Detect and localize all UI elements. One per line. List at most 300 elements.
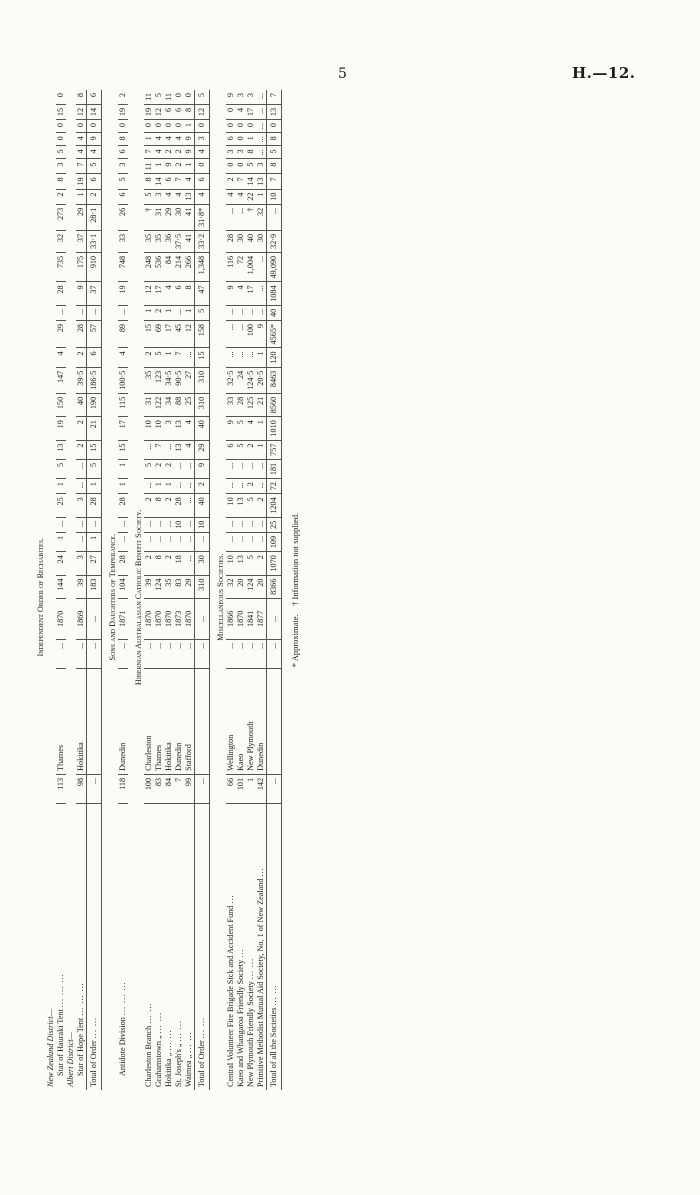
value-cell: 11: [144, 159, 154, 174]
value-cell: 9: [184, 133, 195, 146]
value-cell: ...: [236, 305, 246, 320]
value-cell: 6: [195, 174, 210, 189]
value-cell: 6: [174, 104, 184, 119]
society-name-cell: [195, 803, 210, 1090]
society-name: St. Joseph's „: [174, 1043, 183, 1087]
value-cell: 0: [195, 120, 210, 133]
value-cell: 8: [267, 133, 282, 146]
leader-dots: ... ...: [89, 1016, 98, 1039]
value-cell: 19: [144, 104, 154, 119]
place-dots-cell: ...: [76, 639, 87, 668]
value-cell: 2: [154, 305, 164, 320]
value-cell: ...: [174, 532, 184, 551]
value-cell: 1: [184, 120, 195, 133]
value-cell: 0: [195, 159, 210, 174]
value-cell: ...: [246, 348, 256, 367]
year-cell: 1870: [164, 598, 174, 639]
value-cell: 15: [195, 348, 210, 367]
value-cell: 9: [195, 459, 210, 478]
value-cell: 5: [236, 417, 246, 440]
place-dots-cell: ...: [226, 639, 236, 668]
value-cell: 5: [246, 159, 256, 174]
place-cell: New Plymouth: [246, 668, 256, 774]
footnote-row: [282, 90, 301, 1090]
value-cell: 4: [164, 282, 174, 305]
value-cell: 8: [56, 174, 66, 189]
society-name: Albert District—: [66, 1032, 75, 1087]
value-cell: 30: [195, 552, 210, 575]
society-name-cell: [66, 104, 76, 1090]
value-cell: 28: [118, 552, 128, 575]
registry-number-cell: 101: [236, 774, 246, 803]
society-name: Antidote Division: [118, 1017, 127, 1076]
value-cell: 35: [164, 575, 174, 598]
value-cell: ...: [236, 532, 246, 551]
value-cell: 13: [174, 417, 184, 440]
value-cell: 536: [154, 252, 164, 282]
value-cell: ...: [246, 517, 256, 532]
value-cell: 9: [256, 320, 267, 347]
value-cell: 4: [118, 348, 128, 367]
value-cell: 10: [174, 517, 184, 532]
section-heading-row: [102, 90, 119, 1090]
place-dots-cell: ...: [236, 639, 246, 668]
leader-dots: ... ...: [246, 957, 255, 980]
value-cell: 175: [76, 252, 87, 282]
value-cell: 9: [76, 282, 87, 305]
value-cell: 2: [144, 348, 154, 367]
value-cell: 1: [87, 479, 102, 494]
value-cell: 4: [236, 189, 246, 204]
society-name-cell: [56, 803, 66, 1090]
value-cell: 69: [154, 320, 164, 347]
footnote-approximate: * Approximate.: [290, 614, 300, 668]
value-cell: ...: [76, 305, 87, 320]
value-cell: ...: [256, 90, 267, 104]
value-cell: 1,004: [246, 252, 256, 282]
value-cell: 47: [195, 282, 210, 305]
value-cell: 4: [195, 189, 210, 204]
value-cell: 32·9: [267, 230, 282, 252]
value-cell: ...: [256, 479, 267, 494]
table-row: [174, 90, 184, 1090]
value-cell: 0: [246, 120, 256, 133]
value-cell: 0: [118, 120, 128, 133]
place-cell: Dunedin: [174, 668, 184, 774]
value-cell: 1: [144, 133, 154, 146]
year-cell: 1873: [174, 598, 184, 639]
leader-dots: ... ...: [154, 1012, 163, 1034]
table-row: [76, 90, 87, 1090]
value-cell: ...: [226, 320, 236, 347]
place-cell: Charleston: [144, 668, 154, 774]
value-cell: 4: [174, 133, 184, 146]
value-cell: 15: [56, 104, 66, 119]
value-cell: 17: [246, 104, 256, 119]
value-cell: ...: [144, 479, 154, 494]
value-cell: 100·5: [118, 367, 128, 393]
place-cell: Hokitika: [164, 668, 174, 774]
value-cell: 8: [144, 174, 154, 189]
value-cell: 31·8*: [195, 204, 210, 230]
value-cell: 8: [154, 552, 164, 575]
value-cell: ...: [184, 479, 195, 494]
value-cell: 1: [184, 305, 195, 320]
value-cell: 6: [164, 104, 174, 119]
value-cell: 27: [184, 367, 195, 393]
society-name-cell: [164, 803, 174, 1090]
society-name: Primitive Methodist Mutual Aid Society, No. 1 of New Zealand: [256, 878, 265, 1087]
value-cell: 31: [144, 393, 154, 416]
value-cell: ...: [256, 517, 267, 532]
value-cell: 12: [144, 282, 154, 305]
society-name-cell: [226, 803, 236, 1090]
value-cell: 32·5: [226, 367, 236, 393]
registry-number-cell: 66: [226, 774, 236, 803]
year-cell: 1869: [76, 598, 87, 639]
table-row: [184, 90, 195, 1090]
place-dots-cell: ...: [256, 639, 267, 668]
value-cell: 2: [154, 459, 164, 478]
registry-number-cell: 84: [164, 774, 174, 803]
value-cell: ...: [236, 517, 246, 532]
value-cell: 7: [144, 146, 154, 159]
value-cell: ...: [256, 104, 267, 119]
registry-number-cell: ...: [267, 774, 282, 803]
value-cell: 49,090: [267, 252, 282, 282]
value-cell: 9: [226, 417, 236, 440]
value-cell: 3: [164, 417, 174, 440]
value-cell: 19: [118, 282, 128, 305]
place-dots-cell: ...: [184, 639, 195, 668]
value-cell: 3: [256, 159, 267, 174]
registry-number-cell: 100: [144, 774, 154, 803]
value-cell: 13: [236, 552, 246, 575]
society-name: Hokitika „: [164, 1052, 173, 1087]
value-cell: 8: [184, 104, 195, 119]
value-cell: 17: [164, 320, 174, 347]
value-cell: 39: [76, 575, 87, 598]
place-cell: Dunedin: [256, 668, 267, 774]
value-cell: 7: [236, 174, 246, 189]
value-cell: 5: [144, 189, 154, 204]
registry-number-cell: 99: [184, 774, 195, 803]
value-cell: 10: [226, 552, 236, 575]
value-cell: 2: [256, 552, 267, 575]
value-cell: 8560: [267, 393, 282, 416]
value-cell: 8: [118, 133, 128, 146]
value-cell: 3: [76, 552, 87, 575]
leader-dots: ... ... ...: [76, 982, 85, 1016]
value-cell: 7: [174, 174, 184, 189]
society-name: Sons and Daughters of Temperance.: [108, 533, 117, 661]
value-cell: 11: [164, 90, 174, 104]
value-cell: 13: [184, 189, 195, 204]
value-cell: 4: [246, 417, 256, 440]
value-cell: ...: [236, 459, 246, 478]
society-name-cell: [256, 803, 267, 1090]
value-cell: 28: [87, 494, 102, 517]
value-cell: ...: [256, 282, 267, 305]
society-name-cell: [236, 803, 246, 1090]
value-cell: 1: [164, 348, 174, 367]
table-row: [164, 90, 174, 1090]
value-cell: 5: [118, 174, 128, 189]
value-cell: ...: [256, 133, 267, 146]
society-name: Star of Hauraki Tent: [56, 1009, 65, 1076]
place-cell: Kaeo: [236, 668, 246, 774]
value-cell: ...: [144, 440, 154, 459]
value-cell: 40: [267, 305, 282, 320]
value-cell: †: [144, 204, 154, 230]
value-cell: 20·5: [256, 367, 267, 393]
value-cell: 7: [76, 159, 87, 174]
society-name-cell: [174, 803, 184, 1090]
value-cell: 20: [236, 575, 246, 598]
registry-number-cell: 98: [76, 774, 87, 803]
value-cell: 3: [246, 90, 256, 104]
value-cell: 12: [154, 104, 164, 119]
table-row: [154, 90, 164, 1090]
value-cell: 15: [87, 440, 102, 459]
value-cell: ...: [226, 305, 236, 320]
value-cell: ...: [164, 440, 174, 459]
value-cell: 5: [195, 90, 210, 104]
value-cell: 29: [76, 204, 87, 230]
value-cell: 1: [87, 532, 102, 551]
value-cell: 3: [76, 494, 87, 517]
value-cell: 24: [56, 552, 66, 575]
table-rotation-wrapper: [30, 90, 670, 1090]
value-cell: 15: [118, 440, 128, 459]
value-cell: 6: [164, 174, 174, 189]
value-cell: ...: [226, 204, 236, 230]
value-cell: 0: [174, 90, 184, 104]
value-cell: 13: [267, 104, 282, 119]
value-cell: 35: [154, 230, 164, 252]
value-cell: 14: [87, 104, 102, 119]
value-cell: 266: [184, 252, 195, 282]
value-cell: 0: [56, 120, 66, 133]
table-row: [256, 90, 267, 1090]
value-cell: 34·5: [164, 367, 174, 393]
society-name: Central Volunteer Fire Brigade Sick and Accident Fund: [226, 905, 235, 1087]
value-cell: 10: [154, 417, 164, 440]
value-cell: ...: [164, 517, 174, 532]
value-cell: 30: [256, 230, 267, 252]
registry-number-cell: ...: [87, 774, 102, 803]
value-cell: 5: [87, 459, 102, 478]
value-cell: 19: [118, 104, 128, 119]
place-dots-cell: ...: [144, 639, 154, 668]
document-code: H.—12.: [572, 64, 636, 82]
value-cell: 12: [184, 320, 195, 347]
value-cell: 28: [174, 494, 184, 517]
value-cell: 5: [246, 494, 256, 517]
registry-number-cell: ...: [195, 774, 210, 803]
place-dots-cell: ...: [174, 639, 184, 668]
value-cell: 25: [267, 517, 282, 532]
value-cell: 28: [118, 494, 128, 517]
value-cell: 8: [154, 494, 164, 517]
value-cell: 6: [118, 146, 128, 159]
value-cell: 2: [195, 479, 210, 494]
value-cell: ...: [154, 532, 164, 551]
value-cell: 41: [184, 204, 195, 230]
value-cell: 5: [267, 146, 282, 159]
value-cell: 7: [267, 90, 282, 104]
value-cell: 214: [174, 252, 184, 282]
place-cell: [195, 668, 210, 774]
value-cell: 8366: [267, 575, 282, 598]
value-cell: 1070: [267, 552, 282, 575]
value-cell: 29: [184, 575, 195, 598]
society-name-cell: [184, 803, 195, 1090]
value-cell: 104: [118, 575, 128, 598]
leader-dots: ...: [226, 894, 235, 904]
value-cell: 2: [164, 494, 174, 517]
value-cell: 273: [56, 204, 66, 230]
value-cell: 40: [195, 494, 210, 517]
value-cell: 2: [76, 348, 87, 367]
leader-dots: ...: [236, 948, 245, 958]
value-cell: ...: [236, 479, 246, 494]
year-cell: 1870: [144, 598, 154, 639]
table-row: [236, 90, 246, 1090]
value-cell: 735: [56, 252, 66, 282]
value-cell: ...: [226, 532, 236, 551]
value-cell: 4: [87, 146, 102, 159]
value-cell: 13: [56, 440, 66, 459]
value-cell: 6: [226, 440, 236, 459]
footnotes: [282, 90, 301, 1090]
value-cell: 17: [118, 417, 128, 440]
value-cell: 1084: [267, 282, 282, 305]
value-cell: 1: [164, 305, 174, 320]
value-cell: 2: [256, 494, 267, 517]
value-cell: 15: [144, 320, 154, 347]
value-cell: 2: [76, 417, 87, 440]
place-dots-cell: ...: [87, 639, 102, 668]
value-cell: 3: [226, 146, 236, 159]
place-dots-cell: ...: [195, 639, 210, 668]
value-cell: 28: [226, 230, 236, 252]
value-cell: 0: [236, 120, 246, 133]
registry-number-cell: 142: [256, 774, 267, 803]
place-cell: Hokitika: [76, 668, 87, 774]
value-cell: 83: [174, 575, 184, 598]
value-cell: 4565*: [267, 320, 282, 347]
value-cell: 17: [154, 282, 164, 305]
value-cell: 39: [144, 575, 154, 598]
value-cell: ...: [184, 348, 195, 367]
value-cell: 21: [87, 417, 102, 440]
value-cell: 5: [154, 90, 164, 104]
value-cell: 28: [56, 282, 66, 305]
value-cell: 3: [154, 189, 164, 204]
value-cell: 20: [256, 575, 267, 598]
value-cell: 5: [246, 552, 256, 575]
value-cell: ...: [246, 532, 256, 551]
value-cell: 4: [184, 417, 195, 440]
value-cell: ...: [144, 532, 154, 551]
value-cell: 190: [87, 393, 102, 416]
value-cell: 5: [195, 305, 210, 320]
value-cell: ...: [174, 305, 184, 320]
value-cell: 4: [184, 440, 195, 459]
value-cell: 0: [164, 120, 174, 133]
value-cell: 72: [236, 252, 246, 282]
value-cell: 28: [236, 393, 246, 416]
table-row: [118, 90, 128, 1090]
value-cell: 748: [118, 252, 128, 282]
year-cell: 1870: [56, 598, 66, 639]
value-cell: 910: [87, 252, 102, 282]
society-name-cell: [246, 803, 256, 1090]
value-cell: ...: [87, 517, 102, 532]
value-cell: 14: [246, 174, 256, 189]
place-dots-cell: ...: [56, 639, 66, 668]
value-cell: 2: [174, 146, 184, 159]
value-cell: 2: [144, 552, 154, 575]
rotated-table-region: [30, 90, 670, 1090]
friendly-societies-table: [30, 90, 300, 1090]
value-cell: 12: [195, 104, 210, 119]
society-name: Waimea „: [184, 1054, 193, 1087]
value-cell: 310: [195, 393, 210, 416]
value-cell: ...: [195, 532, 210, 551]
value-cell: 9: [164, 159, 174, 174]
society-name-cell: [267, 803, 282, 1090]
society-name-cell: [154, 803, 164, 1090]
page-number: 5: [338, 66, 347, 82]
leader-dots: ... ...: [164, 1029, 173, 1051]
table-row: [226, 90, 236, 1090]
value-cell: 248: [144, 252, 154, 282]
place-dots-cell: ...: [154, 639, 164, 668]
value-cell: 5: [87, 159, 102, 174]
value-cell: 2: [164, 146, 174, 159]
value-cell: 3: [118, 159, 128, 174]
value-cell: 1010: [267, 417, 282, 440]
society-name-cell: [144, 803, 154, 1090]
value-cell: 10: [195, 517, 210, 532]
society-name-cell: [102, 104, 119, 1090]
value-cell: 35: [144, 230, 154, 252]
place-cell: Stafford: [184, 668, 195, 774]
value-cell: 36: [164, 230, 174, 252]
value-cell: ...: [184, 517, 195, 532]
society-name: Kaeo and Whangaroa Friendly Society: [236, 959, 245, 1087]
value-cell: 0: [267, 120, 282, 133]
registry-number-cell: 1: [246, 774, 256, 803]
value-cell: 1: [184, 159, 195, 174]
value-cell: 6: [226, 133, 236, 146]
value-cell: 5: [154, 348, 164, 367]
value-cell: ...: [87, 305, 102, 320]
value-cell: 33·1: [87, 230, 102, 252]
value-cell: 0: [56, 133, 66, 146]
society-name: Total of all the Societies: [269, 1007, 278, 1087]
value-cell: 1: [256, 189, 267, 204]
value-cell: 10: [226, 494, 236, 517]
value-cell: 183: [87, 575, 102, 598]
registry-number-cell: 118: [118, 774, 128, 803]
value-cell: ...: [56, 517, 66, 532]
society-name: Star of Hope Tent: [76, 1017, 85, 1076]
value-cell: 4: [184, 174, 195, 189]
value-cell: ...: [144, 517, 154, 532]
